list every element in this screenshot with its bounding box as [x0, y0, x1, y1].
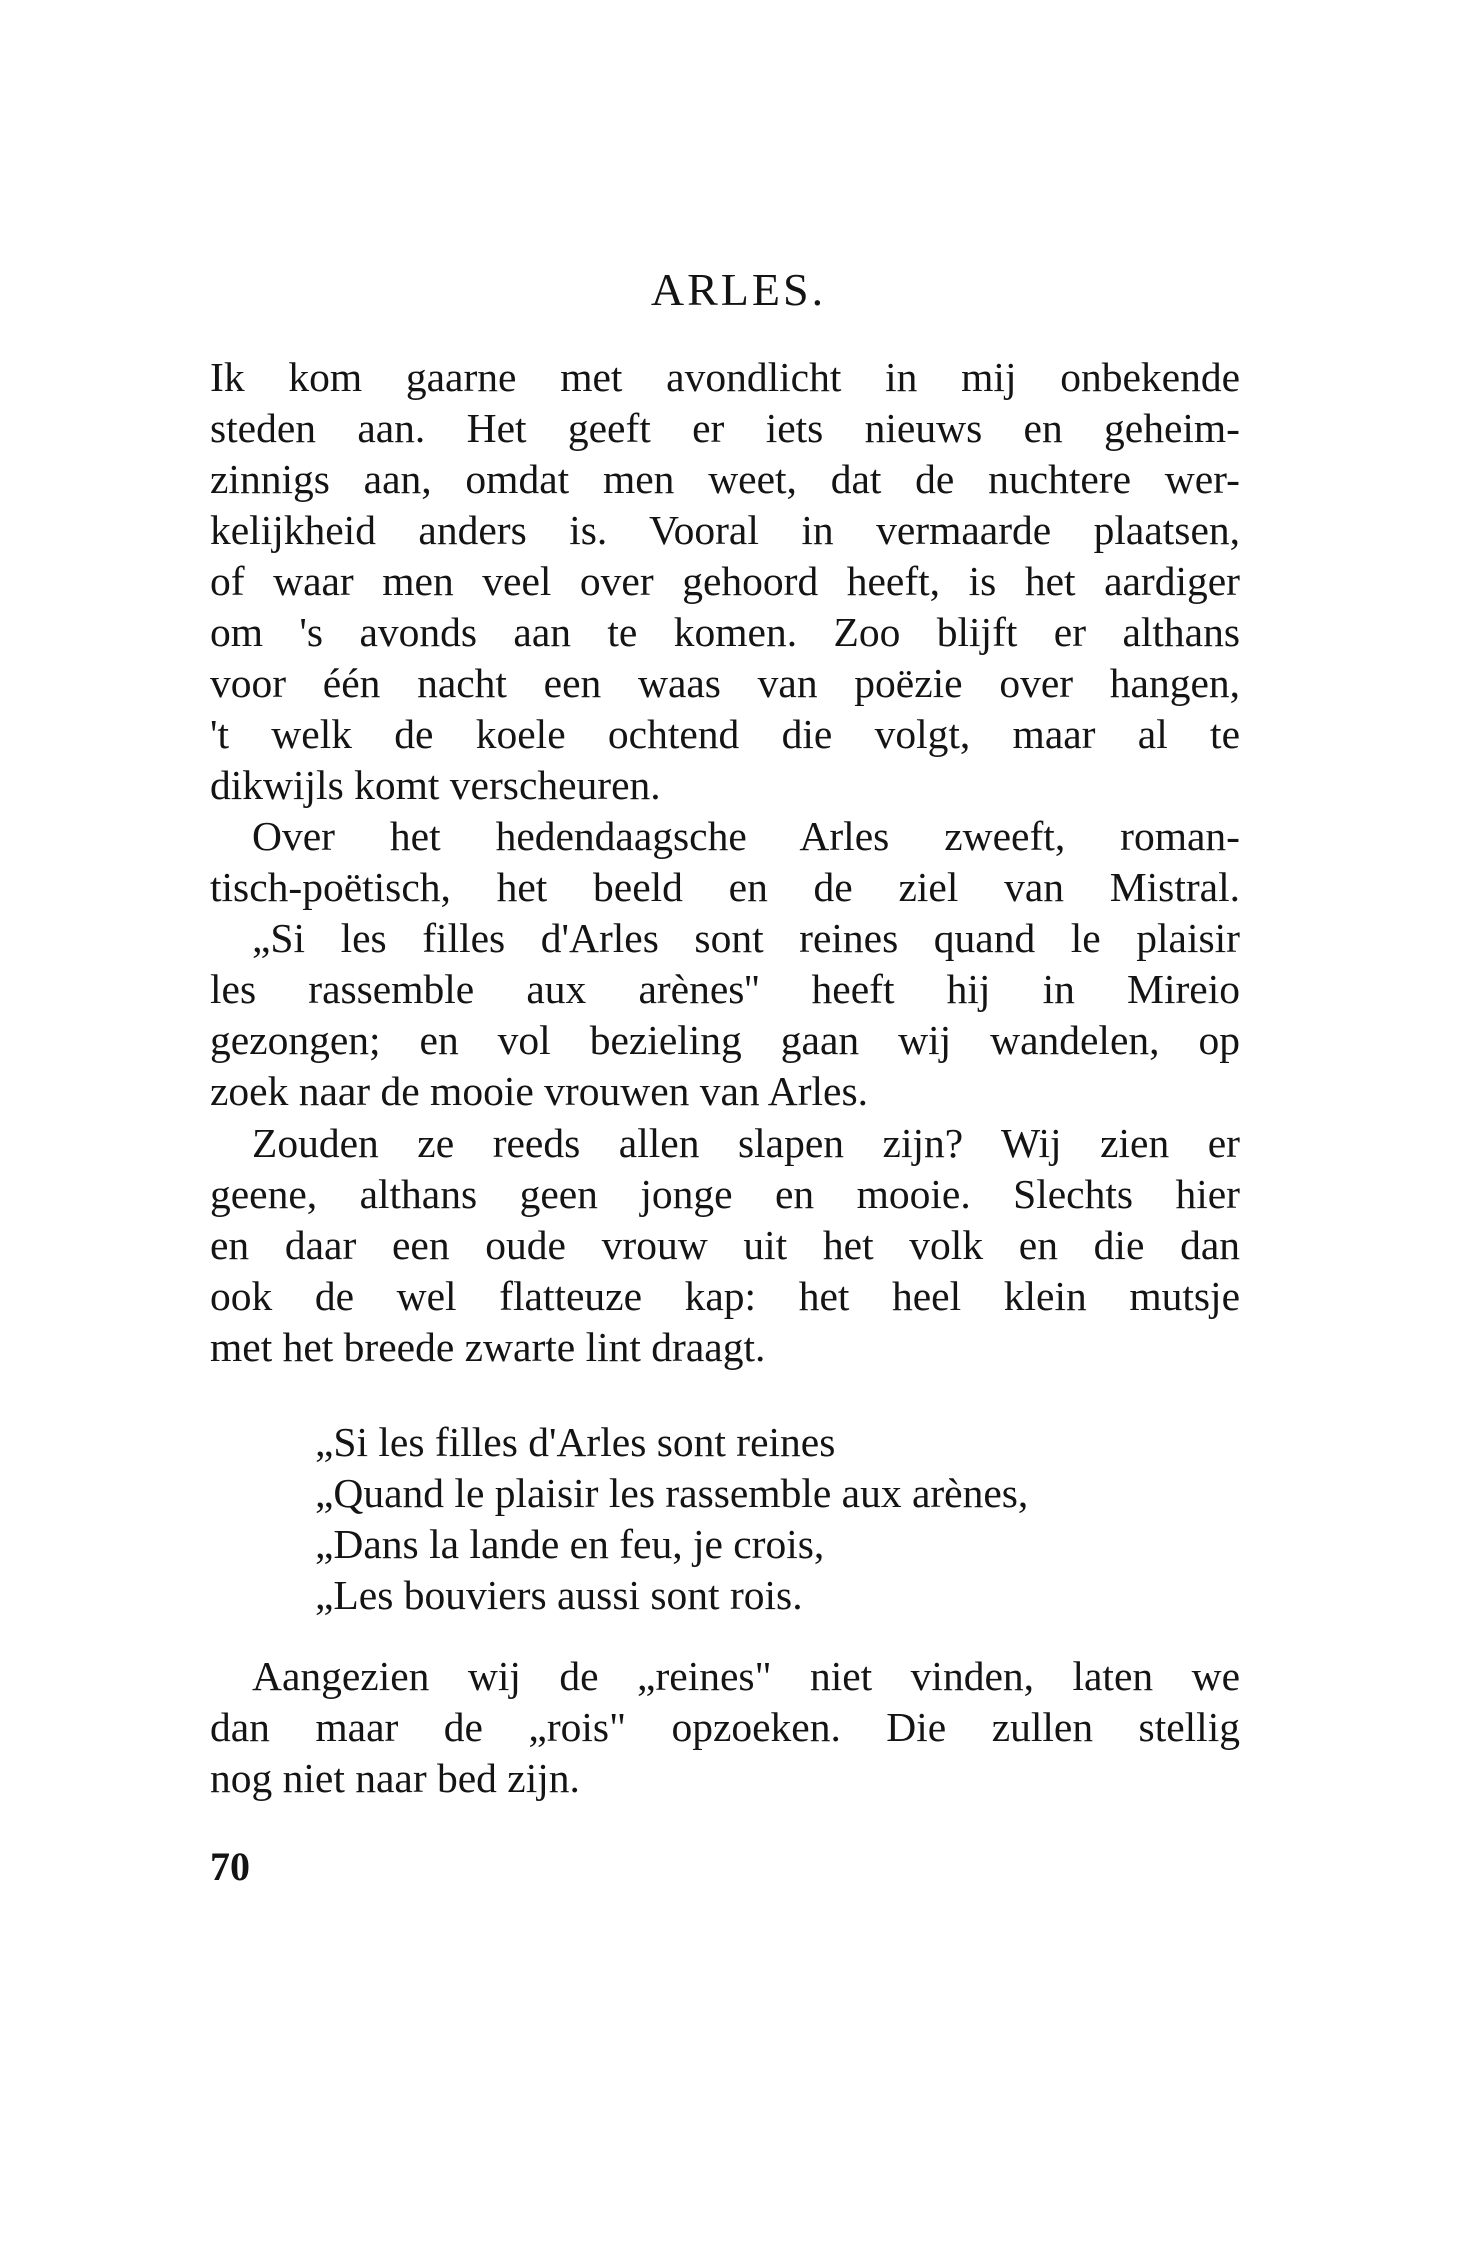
text-line: „Si les filles d'Arles sont reines quand le plaisir [252, 915, 1240, 961]
text-line: Over het hedendaagsche Arles zweeft, roman- [252, 813, 1240, 859]
paragraph-1 [210, 352, 1240, 811]
text-line: om 's avonds aan te komen. Zoo blijft er althans [210, 609, 1240, 655]
text-line: zinnigs aan, omdat men weet, dat de nuchtere wer- [210, 456, 1240, 502]
poem-quote [315, 1417, 1245, 1621]
text-line: of waar men veel over gehoord heeft, is het aardiger [210, 558, 1240, 604]
poem-verse: „Si les filles d'Arles sont reines [315, 1419, 836, 1465]
paragraph-3 [210, 913, 1240, 1117]
text-line: steden aan. Het geeft er iets nieuws en geheim- [210, 405, 1240, 451]
text-line: met het breede zwarte lint draagt. [210, 1324, 766, 1370]
text-line: nog niet naar bed zijn. [210, 1755, 580, 1801]
paragraph-5 [210, 1651, 1240, 1804]
text-line: dan maar de „rois" opzoeken. Die zullen stellig [210, 1704, 1240, 1750]
text-line: kelijkheid anders is. Vooral in vermaarde plaatsen, [210, 507, 1240, 553]
chapter-title: ARLES. [650, 264, 827, 315]
text-line: gezongen; en vol bezieling gaan wij wandelen, op [210, 1017, 1240, 1063]
text-line: les rassemble aux arènes'' heeft hij in Mireio [210, 966, 1240, 1012]
text-line: ook de wel flatteuze kap: het heel klein mutsje [210, 1273, 1240, 1319]
text-line: Aangezien wij de „reines" niet vinden, laten we [252, 1653, 1240, 1699]
text-line: voor één nacht een waas van poëzie over hangen, [210, 660, 1240, 706]
text-line: Ik kom gaarne met avondlicht in mij onbekende [210, 354, 1240, 400]
paragraph-2 [210, 811, 1240, 913]
poem-verse: „Quand le plaisir les rassemble aux arènes, [315, 1470, 1029, 1516]
text-line: 't welk de koele ochtend die volgt, maar al te [210, 711, 1240, 757]
text-line: tisch-poëtisch, het beeld en de ziel van Mistral. [210, 864, 1240, 910]
text-line: dikwijls komt verscheuren. [210, 762, 661, 808]
page-number: 70 [210, 1844, 250, 1889]
paragraph-4 [210, 1118, 1240, 1373]
poem-verse: „Dans la lande en feu, je crois, [315, 1521, 825, 1567]
poem-verse: „Les bouviers aussi sont rois. [315, 1572, 803, 1618]
text-line: geene, althans geen jonge en mooie. Slechts hier [210, 1171, 1240, 1217]
text-line: zoek naar de mooie vrouwen van Arles. [210, 1068, 869, 1114]
text-line: en daar een oude vrouw uit het volk en die dan [210, 1222, 1240, 1268]
text-line: Zouden ze reeds allen slapen zijn? Wij zien er [252, 1120, 1240, 1166]
